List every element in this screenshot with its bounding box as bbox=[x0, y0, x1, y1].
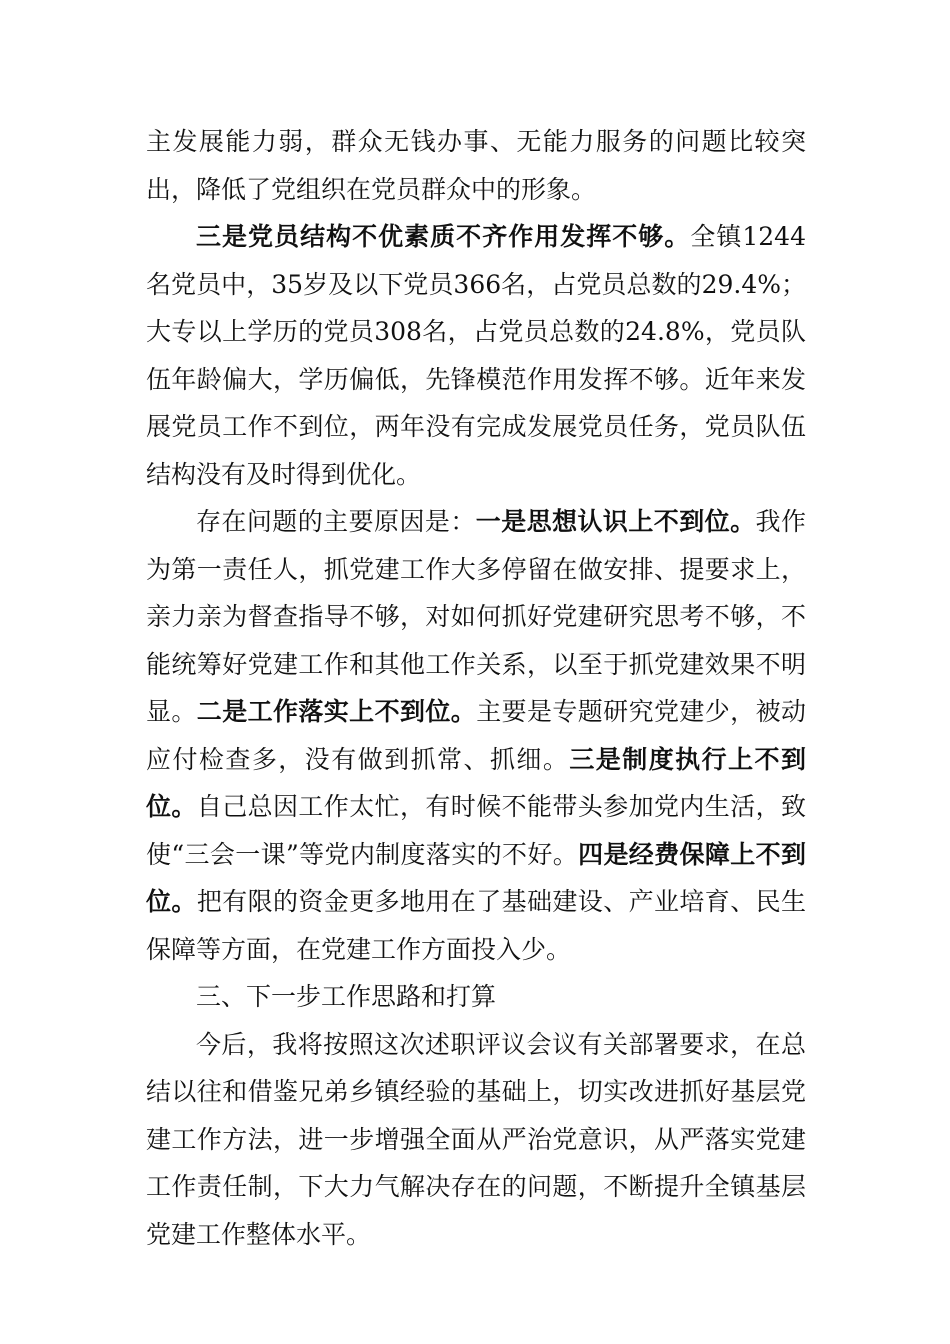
paragraph-main-causes bbox=[146, 498, 806, 973]
text-segment: 自己总因工作太忙，有时候不能带头参加党内生活，致使“三会一课”等党内制度落实的不好。 bbox=[146, 792, 806, 869]
bold-lead-sentence: 二是工作落实上不到位。 bbox=[196, 697, 477, 726]
paragraph-party-structure bbox=[146, 213, 806, 498]
text-segment: 存在问题的主要原因是： bbox=[196, 507, 476, 536]
section-heading-text: 三、下一步工作思路和打算 bbox=[196, 982, 497, 1011]
section-heading bbox=[146, 973, 806, 1021]
text-segment: 我作为第一责任人，抓党建工作大多停留在做安排、提要求上，亲力亲为督查指导不够，对如何抓好党建研究思考不够，不能统筹好党建工作和其他工作关系，以至于抓党建效果不明显。 bbox=[146, 507, 806, 726]
bold-lead-sentence: 一是思想认识上不到位。 bbox=[475, 507, 756, 536]
text-segment: 主要是专题研究党建少，被动应付检查多，没有做到抓常、抓细。 bbox=[146, 697, 806, 774]
bold-lead-sentence: 三是党员结构不优素质不齐作用发挥不够。 bbox=[196, 222, 691, 251]
bold-lead-sentence: 三是制度执行上不到位。 bbox=[146, 744, 806, 821]
text-segment: 把有限的资金更多地用在了基础建设、产业培育、民生保障等方面，在党建工作方面投入少。 bbox=[146, 887, 806, 964]
paragraph-continuation bbox=[146, 118, 806, 213]
text-segment: 全镇1244名党员中，35岁及以下党员366名，占党员总数的29.4%；大专以上学历的党员308名，占党员总数的24.8%，党员队伍年龄偏大，学历偏低，先锋模范作用发挥不够。近年来发展党员工作不到位，两年没有完成发展党员任务，党员队伍结构没有及时得到优化。 bbox=[146, 222, 806, 489]
document-body bbox=[146, 118, 806, 1258]
text-segment: 主发展能力弱，群众无钱办事、无能力服务的问题比较突出，降低了党组织在党员群众中的形象。 bbox=[146, 127, 806, 204]
bold-lead-sentence: 四是经费保障上不到位。 bbox=[146, 839, 806, 916]
text-segment: 今后，我将按照这次述职评议会议有关部署要求，在总结以往和借鉴兄弟乡镇经验的基础上，切实改进抓好基层党建工作方法，进一步增强全面从严治党意识，从严落实党建工作责任制，下大力气解决存在的问题，不断提升全镇基层党建工作整体水平。 bbox=[146, 1029, 806, 1249]
paragraph-future-plan bbox=[146, 1021, 806, 1259]
